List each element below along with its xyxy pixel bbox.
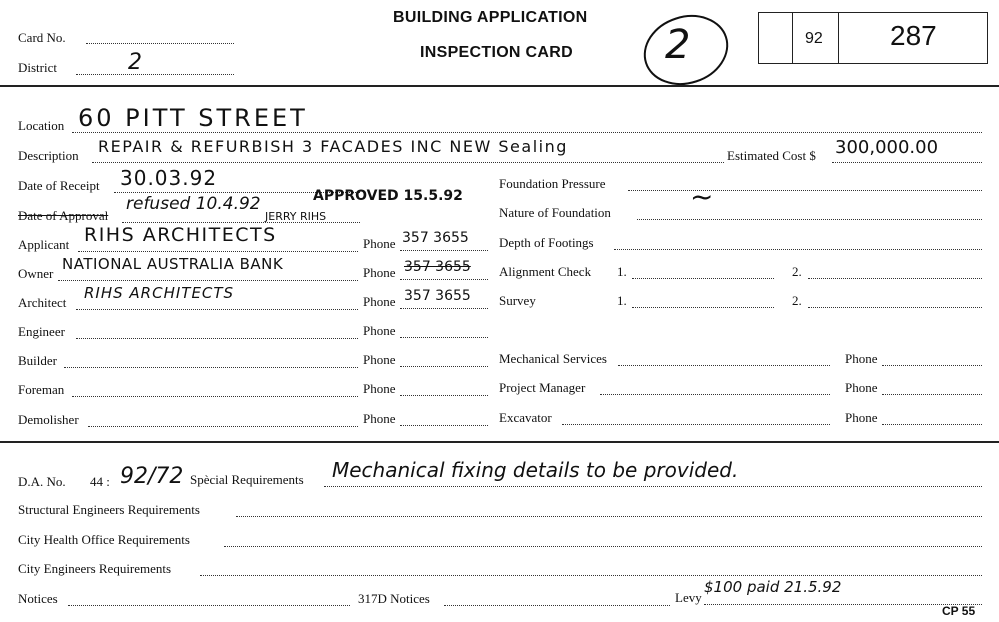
city-engineers-line xyxy=(200,575,982,576)
box-divider xyxy=(792,13,793,63)
structural-line xyxy=(236,516,982,517)
levy-line xyxy=(704,604,982,605)
excavator-phone-label: Phone xyxy=(845,410,878,425)
approved-by: JERRY RIHS xyxy=(265,210,327,223)
header-divider xyxy=(0,85,999,87)
circled-number: 2 xyxy=(665,22,691,68)
description-value: REPAIR & REFURBISH 3 FACADES INC NEW Sealing xyxy=(98,137,568,156)
foreman-label: Foreman xyxy=(18,382,65,397)
notices-317d-label: 317D Notices xyxy=(358,591,430,606)
foundation-pressure-label: Foundation Pressure xyxy=(499,176,606,191)
approved-stamp: APPROVED 15.5.92 xyxy=(313,188,463,204)
da-label: D.A. No. xyxy=(18,474,66,489)
levy-value: $100 paid 21.5.92 xyxy=(704,578,842,596)
date-approval-label: Date of Approval xyxy=(18,208,109,223)
architect-phone-line xyxy=(400,308,488,309)
special-requirements-line xyxy=(324,486,982,487)
card-no-label: Card No. xyxy=(18,30,66,45)
applicant-label: Applicant xyxy=(18,237,70,252)
survey-two-label: 2. xyxy=(792,293,802,308)
special-requirements-value: Mechanical fixing details to be provided. xyxy=(332,458,739,482)
estimated-cost-label: Estimated Cost $ xyxy=(727,148,816,163)
survey-one-label: 1. xyxy=(617,293,627,308)
form-code: CP 55 xyxy=(942,604,976,618)
engineer-phone-label: Phone xyxy=(363,323,396,338)
alignment-one-line xyxy=(632,278,774,279)
location-label: Location xyxy=(18,118,65,133)
survey-one-line xyxy=(632,307,774,308)
estimated-cost-value: 300,000.00 xyxy=(835,137,939,158)
date-approval-value: refused 10.4.92 xyxy=(126,194,261,214)
da-prefix: 44 : xyxy=(90,474,110,489)
structural-label: Structural Engineers Requirements xyxy=(18,502,200,517)
da-value: 92/72 xyxy=(120,464,184,489)
section-divider xyxy=(0,441,999,443)
nature-foundation-label: Nature of Foundation xyxy=(499,205,611,220)
box-number: 287 xyxy=(890,20,937,51)
health-line xyxy=(224,546,982,547)
mechanical-label: Mechanical Services xyxy=(499,351,607,366)
project-manager-phone-label: Phone xyxy=(845,380,878,395)
excavator-label: Excavator xyxy=(499,410,552,425)
owner-phone-label: Phone xyxy=(363,265,396,280)
demolisher-line xyxy=(88,426,358,427)
alignment-one-label: 1. xyxy=(617,264,627,279)
engineer-line xyxy=(76,338,358,339)
project-manager-phone-line xyxy=(882,394,982,395)
city-engineers-label: City Engineers Requirements xyxy=(18,561,172,576)
owner-label: Owner xyxy=(18,266,54,281)
box-divider xyxy=(838,13,839,63)
builder-phone-line xyxy=(400,366,488,367)
builder-phone-label: Phone xyxy=(363,352,396,367)
demolisher-label: Demolisher xyxy=(18,412,79,427)
mechanical-phone-line xyxy=(882,365,982,366)
applicant-phone-label: Phone xyxy=(363,236,396,251)
builder-line xyxy=(64,367,358,368)
builder-label: Builder xyxy=(18,353,57,368)
applicant-value: RIHS ARCHITECTS xyxy=(84,224,277,246)
demolisher-phone-line xyxy=(400,425,488,426)
architect-phone-label: Phone xyxy=(363,294,396,309)
project-manager-line xyxy=(600,394,830,395)
engineer-phone-line xyxy=(400,337,488,338)
foreman-line xyxy=(72,396,358,397)
engineer-label: Engineer xyxy=(18,324,65,339)
estimated-cost-line xyxy=(832,162,982,163)
architect-phone-value: 357 3655 xyxy=(404,288,471,304)
applicant-phone-value: 357 3655 xyxy=(402,230,469,246)
depth-footings-line xyxy=(614,249,982,250)
mechanical-phone-label: Phone xyxy=(845,351,878,366)
project-manager-label: Project Manager xyxy=(499,380,586,395)
excavator-line xyxy=(562,424,830,425)
district-line xyxy=(76,74,234,75)
district-value: 2 xyxy=(128,50,142,75)
description-label: Description xyxy=(18,148,79,163)
applicant-line xyxy=(78,251,358,252)
foreman-phone-label: Phone xyxy=(363,381,396,396)
nature-foundation-line xyxy=(637,219,982,220)
card-no-line xyxy=(86,43,234,44)
owner-phone-line xyxy=(400,279,488,280)
form-title-line2: INSPECTION CARD xyxy=(420,44,573,61)
alignment-two-label: 2. xyxy=(792,264,802,279)
architect-line xyxy=(76,309,358,310)
survey-two-line xyxy=(808,307,982,308)
architect-value: RIHS ARCHITECTS xyxy=(84,284,235,302)
notices-317d-line xyxy=(444,605,670,606)
description-line xyxy=(92,162,724,163)
notices-line xyxy=(68,605,350,606)
applicant-phone-line xyxy=(400,250,488,251)
health-label: City Health Office Requirements xyxy=(18,532,190,547)
architect-label: Architect xyxy=(18,295,67,310)
foreman-phone-line xyxy=(400,395,488,396)
owner-line xyxy=(58,280,358,281)
owner-value: NATIONAL AUSTRALIA BANK xyxy=(62,255,284,273)
date-receipt-label: Date of Receipt xyxy=(18,178,100,193)
box-year: 92 xyxy=(805,30,823,47)
mechanical-line xyxy=(618,365,830,366)
special-requirements-label: Spècial Requirements xyxy=(190,472,304,487)
nature-foundation-value: ~ xyxy=(690,180,714,213)
survey-label: Survey xyxy=(499,293,536,308)
alignment-two-line xyxy=(808,278,982,279)
alignment-check-label: Alignment Check xyxy=(499,264,592,279)
levy-label: Levy xyxy=(675,590,702,605)
district-label: District xyxy=(18,60,57,75)
foundation-pressure-line xyxy=(628,190,982,191)
owner-phone-value: 357 3655 xyxy=(404,259,471,275)
notices-label: Notices xyxy=(18,591,58,606)
date-receipt-value: 30.03.92 xyxy=(120,166,218,190)
excavator-phone-line xyxy=(882,424,982,425)
location-line xyxy=(72,132,982,133)
depth-footings-label: Depth of Footings xyxy=(499,235,594,250)
demolisher-phone-label: Phone xyxy=(363,411,396,426)
form-title-line1: BUILDING APPLICATION xyxy=(393,9,588,26)
location-value: 60 PITT STREET xyxy=(78,104,308,132)
